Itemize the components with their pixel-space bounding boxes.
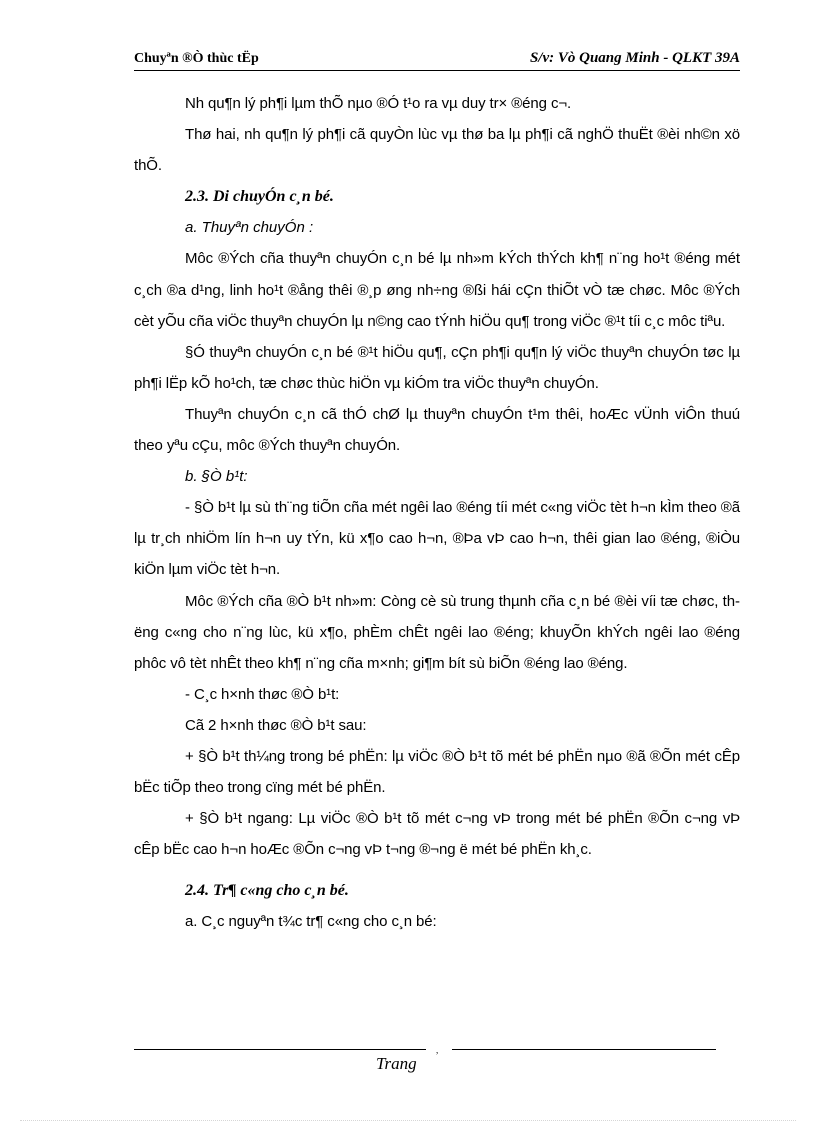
paragraph-9: Cã 2 h×nh thøc ®Ò b¹t sau:: [185, 716, 367, 734]
section-heading-2-4: 2.4. Tr¶ c«ng cho c¸n bé.: [185, 882, 349, 900]
footer-rule-right: [452, 1049, 716, 1050]
subheading-b-promotion: b. §Ò b¹t:: [185, 468, 248, 486]
paragraph-4: §Ó thuyªn chuyÓn c¸n bé ®¹t hiÖu qu¶, cÇn ph¶i qu¶n lý viÖc thuyªn chuyÓn tøc lµ ph¶i lËp kÕ ho¹ch, tæ chøc thùc hiÖn vµ kiÓm tra viÖc thuyªn chuyÓn.: [134, 343, 740, 392]
paragraph-7: Môc ®Ých cña ®Ò b¹t nh»m: Còng cè sù trung thµnh cña c¸n bé ®èi víi tæ chøc, thëng c«ng cho n¨ng lùc, kü x¶o, phÈm chÊt ngêi lao ®éng; khuyÕn khÝch ngêi lao ®éng phôc vô tèt nhÊt theo kh¶ n¨ng cña m×nh; gi¶m bít sù biÕn ®éng lao ®éng.: [134, 592, 740, 672]
paragraph-2: Thø hai, nh qu¶n lý ph¶i cã quyÒn lùc vµ thø ba lµ ph¶i cã nghÖ thuËt ®èi nh©n xö thÕ.: [134, 126, 740, 175]
spacer: [134, 865, 740, 875]
page-header: [134, 48, 740, 71]
subheading-a-transfer: a. Thuyªn chuyÓn :: [185, 219, 314, 237]
paragraph-6: - §Ò b¹t lµ sù th¨ng tiÕn cña mét ngêi lao ®éng tíi mét c«ng viÖc tèt h¬n kÌm theo ®ã lµ tr¸ch nhiÖm lín h¬n uy tÝn, kü x¶o cao h¬n, ®Þa vÞ cao h¬n, thêi gian lao ®éng, ®iÒu kiÖn lµm viÖc tèt h¬n.: [134, 499, 740, 579]
paragraph-3: Môc ®Ých cña thuyªn chuyÓn c¸n bé lµ nh»m kÝch thÝch kh¶ n¨ng ho¹t ®éng mét c¸ch ®a d¹ng, linh ho¹t ®ång thêi ®¸p øng nh÷ng ®ßi hái cÇn thiÕt vÒ tæ chøc. Môc ®Ých cèt yÕu cña viÖc thuyªn chuyÓn lµ n©ng cao tÝnh hiÖu qu¶ trong viÖc ®¹t tíi c¸c môc tiªu.: [134, 250, 740, 330]
footer-rule-left: [134, 1049, 426, 1050]
page-footer-label: Trang: [376, 1054, 417, 1073]
header-document-title: Chuyªn ®Ò thùc tËp: [134, 51, 259, 66]
section-heading-2-3: 2.3. Di chuyÓn c¸n bé.: [185, 188, 334, 206]
paragraph-5: Thuyªn chuyÓn c¸n cã thÓ chØ lµ thuyªn chuyÓn t¹m thêi, hoÆc vÜnh viÔn thuú theo yªu cÇu, môc ®Ých thuyªn chuyÓn.: [134, 405, 740, 455]
header-author: S/v: Vò Quang Minh - QLKT 39A: [529, 50, 740, 66]
paragraph-10: + §Ò b¹t th¼ng trong bé phËn: lµ viÖc ®Ò b¹t tõ mét bé phËn nµo ®ã ®Õn mét cÊp bËc tiÕp theo trong cïng mét bé phËn.: [134, 747, 740, 797]
paragraph-1: Nh qu¶n lý ph¶i lµm thÕ nµo ®Ó t¹o ra vµ duy tr× ®éng c¬.: [185, 95, 572, 112]
footer-separator-mark: ,: [436, 1045, 439, 1055]
paragraph-12: a. C¸c nguyªn t¾c tr¶ c«ng cho c¸n bé:: [185, 913, 437, 931]
paragraph-8: - C¸c h×nh thøc ®Ò b¹t:: [185, 685, 340, 703]
page-bottom-border: [20, 1120, 796, 1121]
document-body: [134, 88, 740, 938]
paragraph-11: + §Ò b¹t ngang: Lµ viÖc ®Ò b¹t tõ mét c¬ng vÞ trong mét bé phËn ®Õn c¬ng vÞ cÊp bËc cao h¬n hoÆc ®Õn c¬ng vÞ t¬ng ®¬ng ë mét bé phËn kh¸c.: [134, 810, 740, 859]
